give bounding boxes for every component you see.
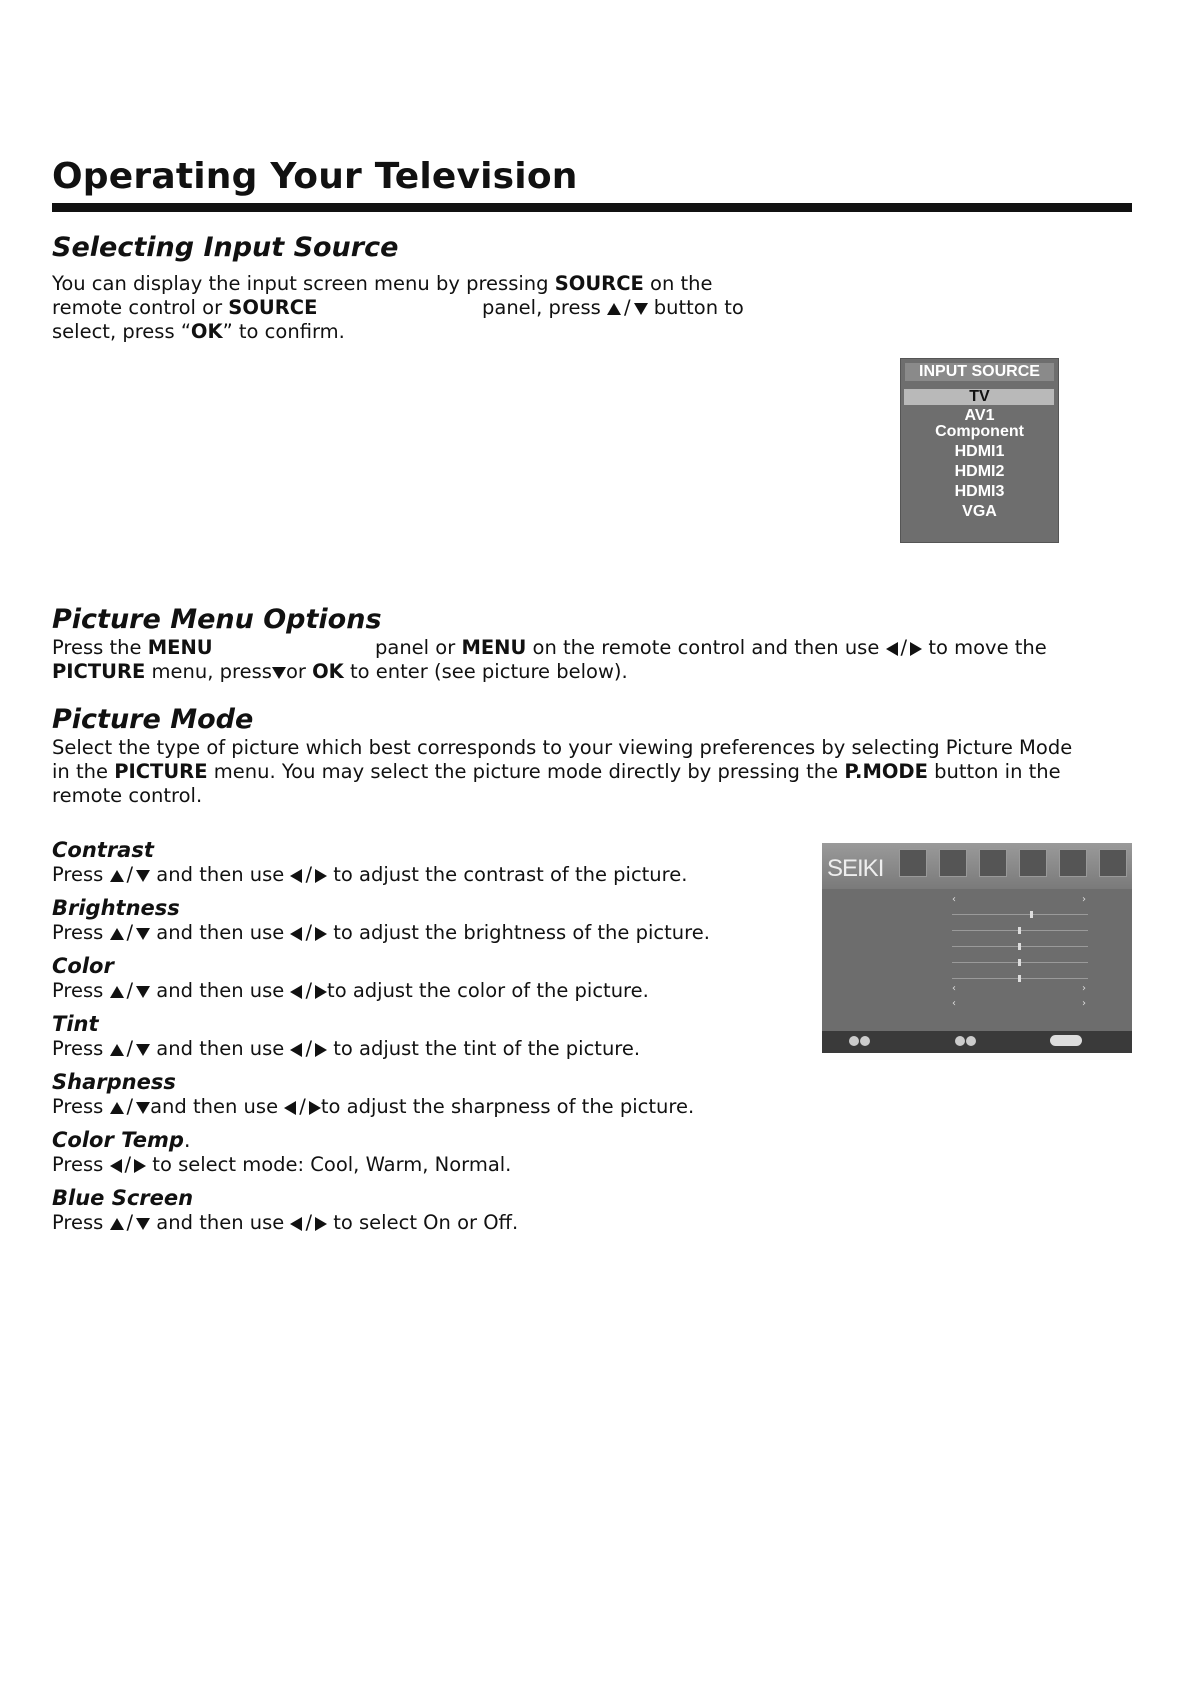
title-rule (52, 203, 1132, 212)
up-down-nav-icon (860, 1036, 870, 1046)
up-arrow-icon (110, 1044, 124, 1056)
option-text-blue-screen: Press / and then use / to select On or Off. (52, 1211, 519, 1234)
input-source-line-2b: panel, press / button to (482, 296, 744, 319)
up-down-nav-icon (849, 1036, 859, 1046)
source-item-tv[interactable]: TV (969, 388, 990, 405)
up-arrow-icon (110, 928, 124, 940)
option-text-sharpness: Press / and then use / to adjust the sharpness of the picture. (52, 1095, 695, 1118)
option-title-tint: Tint (52, 1012, 99, 1036)
right-arrow-icon (315, 1043, 327, 1057)
menu-exit-button[interactable] (1050, 1035, 1082, 1046)
picture-icon[interactable] (899, 849, 927, 877)
picture-menu-screenshot (822, 843, 1132, 1053)
sound-icon[interactable] (939, 849, 967, 877)
slider-thumb[interactable] (1018, 943, 1021, 950)
option-text-contrast: Press / and then use / to adjust the contrast of the picture. (52, 863, 688, 886)
input-source-menu-title: INPUT SOURCE (905, 363, 1054, 381)
left-arrow-icon (886, 642, 898, 656)
right-arrow-icon: › (1082, 983, 1086, 994)
down-arrow-icon (136, 928, 150, 940)
option-title-contrast: Contrast (52, 838, 154, 862)
option-text-tint: Press / and then use / to adjust the tint of the picture. (52, 1037, 641, 1060)
left-arrow-icon (290, 1043, 302, 1057)
slider-thumb[interactable] (1030, 911, 1033, 918)
right-arrow-icon (315, 927, 327, 941)
left-right-nav-icon (966, 1036, 976, 1046)
picture-mode-line-1: Select the type of picture which best corresponds to your viewing preferences by selecting Picture Mode (52, 736, 1073, 759)
picture-mode-heading: Picture Mode (52, 704, 254, 735)
left-arrow-icon: ‹ (952, 983, 956, 994)
slider-thumb[interactable] (1018, 959, 1021, 966)
right-arrow-icon: › (1082, 998, 1086, 1009)
left-arrow-icon: ‹ (952, 998, 956, 1009)
left-arrow-icon (284, 1101, 296, 1115)
picture-menu-heading: Picture Menu Options (52, 604, 382, 635)
slider-track[interactable] (952, 914, 1088, 915)
left-arrow-icon: ‹ (952, 894, 956, 905)
source-item-vga[interactable]: VGA (962, 503, 997, 520)
input-source-line-1: You can display the input screen menu by pressing SOURCE on the (52, 272, 713, 295)
option-title-color: Color (52, 954, 114, 978)
picture-menu-line-2: PICTURE menu, press or OK to enter (see picture below). (52, 660, 628, 683)
left-right-nav-icon (955, 1036, 965, 1046)
down-arrow-icon (136, 1044, 150, 1056)
right-arrow-icon (134, 1159, 146, 1173)
option-text-brightness: Press / and then use / to adjust the brightness of the picture. (52, 921, 710, 944)
picture-menu-line-1a: Press the MENU (52, 636, 213, 659)
right-arrow-icon: › (1082, 894, 1086, 905)
input-source-menu (900, 358, 1059, 543)
picture-mode-line-3: remote control. (52, 784, 203, 807)
right-arrow-icon (910, 642, 922, 656)
up-arrow-icon (110, 986, 124, 998)
source-item-component[interactable]: Component (935, 423, 1024, 440)
right-arrow-icon (315, 869, 327, 883)
down-arrow-icon (272, 667, 286, 679)
picture-mode-line-2: in the PICTURE menu. You may select the picture mode directly by pressing the P.MODE button in the (52, 760, 1061, 783)
up-arrow-icon (110, 870, 124, 882)
option-title-sharpness: Sharpness (52, 1070, 176, 1094)
right-arrow-icon (315, 1217, 327, 1231)
left-arrow-icon (110, 1159, 122, 1173)
option-text-color: Press / and then use / to adjust the color of the picture. (52, 979, 649, 1002)
up-arrow-icon (110, 1218, 124, 1230)
input-source-heading: Selecting Input Source (52, 232, 399, 263)
down-arrow-icon (136, 1218, 150, 1230)
up-arrow-icon (110, 1102, 124, 1114)
slider-thumb[interactable] (1018, 927, 1021, 934)
up-arrow-icon (607, 303, 621, 315)
source-item-hdmi3[interactable]: HDMI3 (954, 483, 1005, 500)
picture-menu-line-1b: panel or MENU on the remote control and then use / to move the (375, 636, 1047, 659)
time-icon[interactable] (979, 849, 1007, 877)
source-item-hdmi2[interactable]: HDMI2 (954, 463, 1005, 480)
right-arrow-icon (315, 985, 327, 999)
left-arrow-icon (290, 1217, 302, 1231)
channel-icon[interactable] (1099, 849, 1127, 877)
left-arrow-icon (290, 985, 302, 999)
lock-icon[interactable] (1059, 849, 1087, 877)
left-arrow-icon (290, 869, 302, 883)
input-source-line-2: remote control or SOURCE (52, 296, 318, 319)
setup-icon[interactable] (1019, 849, 1047, 877)
source-item-av1[interactable]: AV1 (964, 407, 995, 424)
down-arrow-icon (634, 303, 648, 315)
page-title: Operating Your Television (52, 156, 578, 197)
source-item-hdmi1[interactable]: HDMI1 (954, 443, 1005, 460)
seiki-logo: SEIKI (827, 855, 884, 882)
down-arrow-icon (136, 986, 150, 998)
option-title-color-temp: Color Temp. (52, 1128, 191, 1152)
down-arrow-icon (136, 1102, 150, 1114)
option-text-color-temp: Press / to select mode: Cool, Warm, Normal. (52, 1153, 512, 1176)
left-arrow-icon (290, 927, 302, 941)
option-title-brightness: Brightness (52, 896, 180, 920)
down-arrow-icon (136, 870, 150, 882)
slider-thumb[interactable] (1018, 975, 1021, 982)
input-source-line-3: select, press “OK” to confirm. (52, 320, 345, 343)
option-title-blue-screen: Blue Screen (52, 1186, 194, 1210)
right-arrow-icon (309, 1101, 321, 1115)
